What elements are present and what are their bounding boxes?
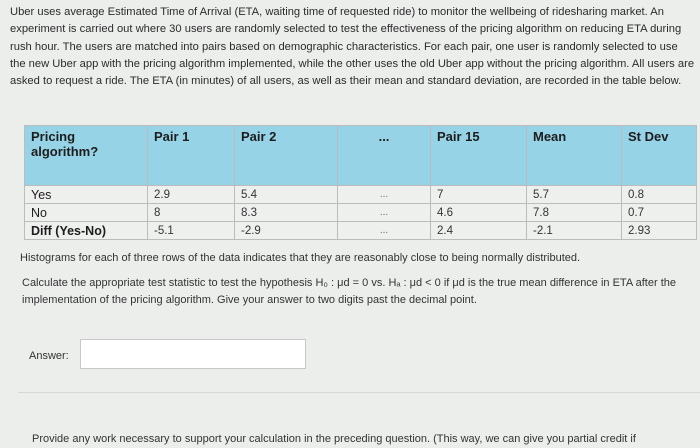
- eta-table: [24, 125, 697, 240]
- header-pair-1: Pair 1: [148, 126, 235, 186]
- row-label-no: No: [25, 204, 148, 222]
- cell-yes-ellipsis: ...: [338, 186, 431, 204]
- cell-yes-st-dev: 0.8: [622, 186, 697, 204]
- cell-diff-ellipsis: ...: [338, 222, 431, 240]
- header-pair-2: Pair 2: [235, 126, 338, 186]
- cell-no-pair-2: 8.3: [235, 204, 338, 222]
- header-mean: Mean: [527, 126, 622, 186]
- header-st-dev: St Dev: [622, 126, 697, 186]
- cell-no-mean: 7.8: [527, 204, 622, 222]
- cell-no-pair-1: 8: [148, 204, 235, 222]
- section-divider: [18, 392, 700, 393]
- cell-diff-pair-2: -2.9: [235, 222, 338, 240]
- cell-diff-pair-1: -5.1: [148, 222, 235, 240]
- cell-yes-pair-1: 2.9: [148, 186, 235, 204]
- table-header-row: [25, 126, 697, 186]
- histogram-note: Histograms for each of three rows of the data indicates that they are reasonably close to being normally distributed.: [20, 252, 581, 264]
- header-pricing-algorithm: Pricing algorithm?: [25, 126, 148, 186]
- row-label-diff: Diff (Yes-No): [25, 222, 148, 240]
- question-text: Calculate the appropriate test statistic to test the hypothesis H₀ : μd = 0 vs. Hₐ : μd < 0 if μd is the true mean difference in ETA after the implementation of the pricing algorithm. Give your answer to two digits past the decimal point.: [22, 277, 676, 306]
- answer-label: Answer:: [29, 350, 69, 362]
- cell-no-ellipsis: ...: [338, 204, 431, 222]
- header-pair-15: Pair 15: [431, 126, 527, 186]
- table-row-diff: [25, 222, 697, 240]
- cell-diff-pair-15: 2.4: [431, 222, 527, 240]
- cell-no-st-dev: 0.7: [622, 204, 697, 222]
- cell-yes-pair-2: 5.4: [235, 186, 338, 204]
- cell-diff-mean: -2.1: [527, 222, 622, 240]
- table-row-yes: [25, 186, 697, 204]
- problem-intro: Uber uses average Estimated Time of Arrival (ETA, waiting time of requested ride) to monitor the wellbeing of ridesharing market. An experiment is carried out where 30 users are randomly selected to test the effectiveness of the pricing algorithm on reducing ETA during rush hour. The users are matched into pairs based on demographic characteristics. For each pair, one user is randomly selected to use the new Uber app with the pricing algorithm implemented, while the other uses the old Uber app without the pricing algorithm. All users are asked to request a ride. The ETA (in minutes) of all users, as well as their mean and standard deviation, are recorded in the table below.: [10, 6, 695, 88]
- cell-yes-pair-15: 7: [431, 186, 527, 204]
- cell-no-pair-15: 4.6: [431, 204, 527, 222]
- table-row-no: [25, 204, 697, 222]
- answer-input[interactable]: [80, 339, 306, 369]
- row-label-yes: Yes: [25, 186, 148, 204]
- work-prompt: Provide any work necessary to support your calculation in the preceding question. (This way, we can give you partial credit if: [32, 433, 636, 445]
- header-ellipsis: ...: [338, 126, 431, 186]
- cell-yes-mean: 5.7: [527, 186, 622, 204]
- cell-diff-st-dev: 2.93: [622, 222, 697, 240]
